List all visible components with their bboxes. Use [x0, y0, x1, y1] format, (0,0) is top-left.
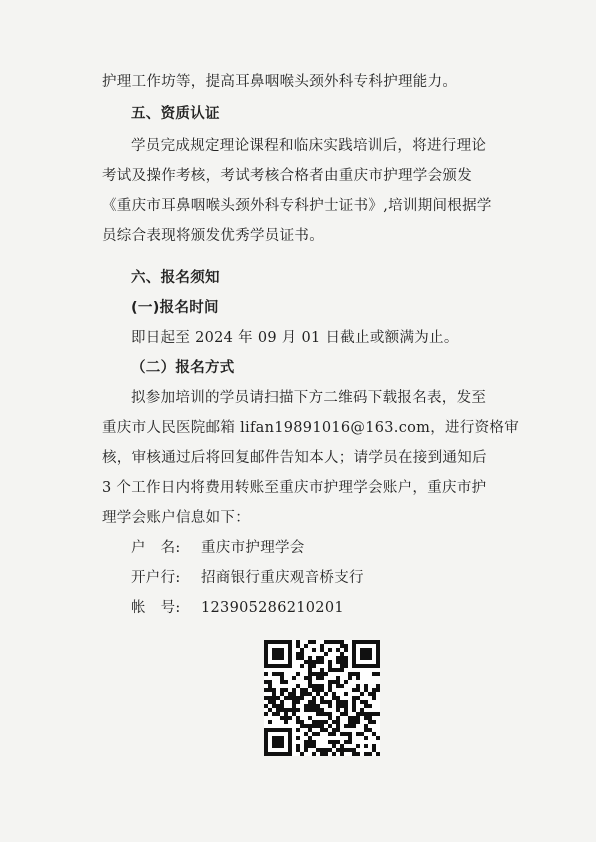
subsection-heading-time: (一)报名时间 [131, 300, 219, 316]
section-heading-qualification: 五、资质认证 [131, 106, 220, 122]
account-bank-row [131, 568, 364, 588]
qualification-line-4: 员综合表现将颁发优秀学员证书。 [102, 228, 324, 244]
account-name-value: 重庆市护理学会 [201, 540, 305, 556]
qualification-line-1: 学员完成规定理论课程和临床实践培训后，将进行理论 [131, 138, 487, 154]
account-number-value: 123905286210201 [201, 600, 344, 616]
account-number-label: 帐 号: [131, 600, 181, 616]
account-bank-label: 开户行: [131, 570, 181, 586]
subsection-heading-method: （二）报名方式 [131, 360, 235, 376]
account-bank-value: 招商银行重庆观音桥支行 [201, 570, 364, 586]
account-name-row [131, 538, 305, 558]
registration-time-text: 即日起至 2024 年 09 月 01 日截止或额满为止。 [131, 330, 459, 346]
qualification-line-3: 《重庆市耳鼻咽喉头颈外科专科护士证书》,培训期间根据学 [102, 198, 492, 214]
qualification-line-2: 考试及操作考核，考试考核合格者由重庆市护理学会颁发 [102, 168, 472, 184]
method-line-2: 重庆市人民医院邮箱 lifan19891016@163.com，进行资格审 [102, 420, 520, 436]
qr-code-icon[interactable] [264, 640, 380, 756]
method-line-5: 理学会账户信息如下： [102, 510, 250, 526]
account-name-label: 户 名: [131, 540, 181, 556]
method-line-4: 3 个工作日内将费用转账至重庆市护理学会账户，重庆市护 [102, 480, 487, 496]
account-number-row [131, 598, 344, 618]
method-line-1: 拟参加培训的学员请扫描下方二维码下载报名表，发至 [131, 390, 487, 406]
method-line-3: 核，审核通过后将回复邮件告知本人；请学员在接到通知后 [102, 450, 487, 466]
section-heading-registration: 六、报名须知 [131, 270, 220, 286]
paragraph-continuation: 护理工作坊等，提高耳鼻咽喉头颈外科专科护理能力。 [102, 74, 458, 90]
